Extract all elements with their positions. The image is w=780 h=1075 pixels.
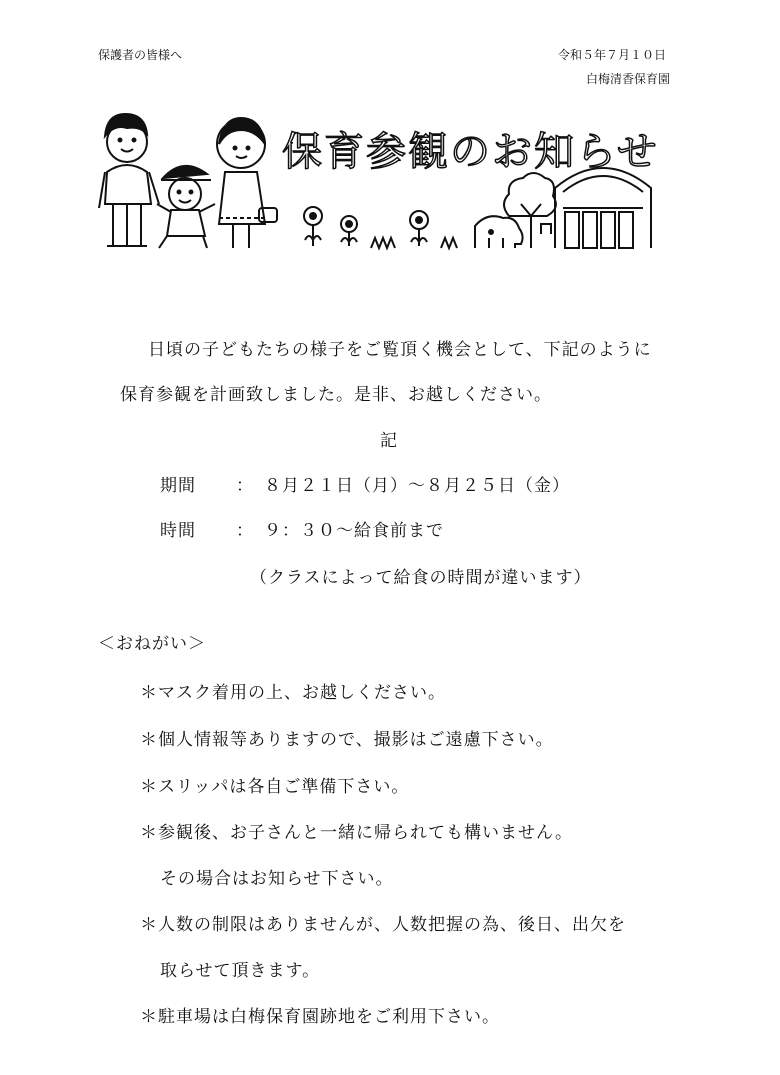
nursery-building-icon [555,168,651,248]
child-figure-icon [157,166,215,248]
time-colon: ： [236,521,254,541]
request-item: ＊駐車場は白梅保育園跡地をご利用下さい。 [140,1007,500,1027]
request-item-continuation: 取らせて頂きます。 [160,961,321,981]
request-item: ＊人数の制限はありませんが、人数把握の為、後日、出欠を [140,915,626,935]
request-item-continuation: その場合はお知らせ下さい。 [160,869,394,889]
flowers-icon [304,207,457,248]
period-label: 期間 [160,476,196,496]
ki-label: 記 [380,431,398,451]
page-title: 保育参観のお知らせ [282,129,659,175]
date-line: 令和５年７月１０日 [558,48,667,62]
time-label: 時間 [160,521,196,541]
tree-icon [504,173,556,248]
request-item: ＊マスク着用の上、お越しください。 [140,683,446,703]
intro-line-1: 日頃の子どもたちの様子をご覧頂く機会として、下記のように [148,340,652,360]
time-note: （クラスによって給食の時間が違います） [250,568,592,588]
mother-figure-icon [217,118,277,248]
request-item: ＊参観後、お子さんと一緒に帰られても構いません。 [140,823,574,843]
father-figure-icon [99,114,159,246]
period-colon: ： [236,476,254,496]
recipient-line: 保護者の皆様へ [98,48,183,62]
request-item: ＊個人情報等ありますので、撮影はご遠慮下さい。 [140,730,554,750]
sender-line: 白梅清香保育園 [586,72,671,86]
request-item: ＊スリッパは各自ご準備下さい。 [140,777,410,797]
intro-line-2: 保育参観を計画致しました。是非、お越しください。 [120,385,552,405]
requests-heading: ＜おねがい＞ [98,634,206,654]
period-value: ８月２１日（月）～８月２５日（金） [264,476,570,496]
time-value: ９：３０～給食前まで [264,521,444,541]
elephant-icon [475,216,523,248]
